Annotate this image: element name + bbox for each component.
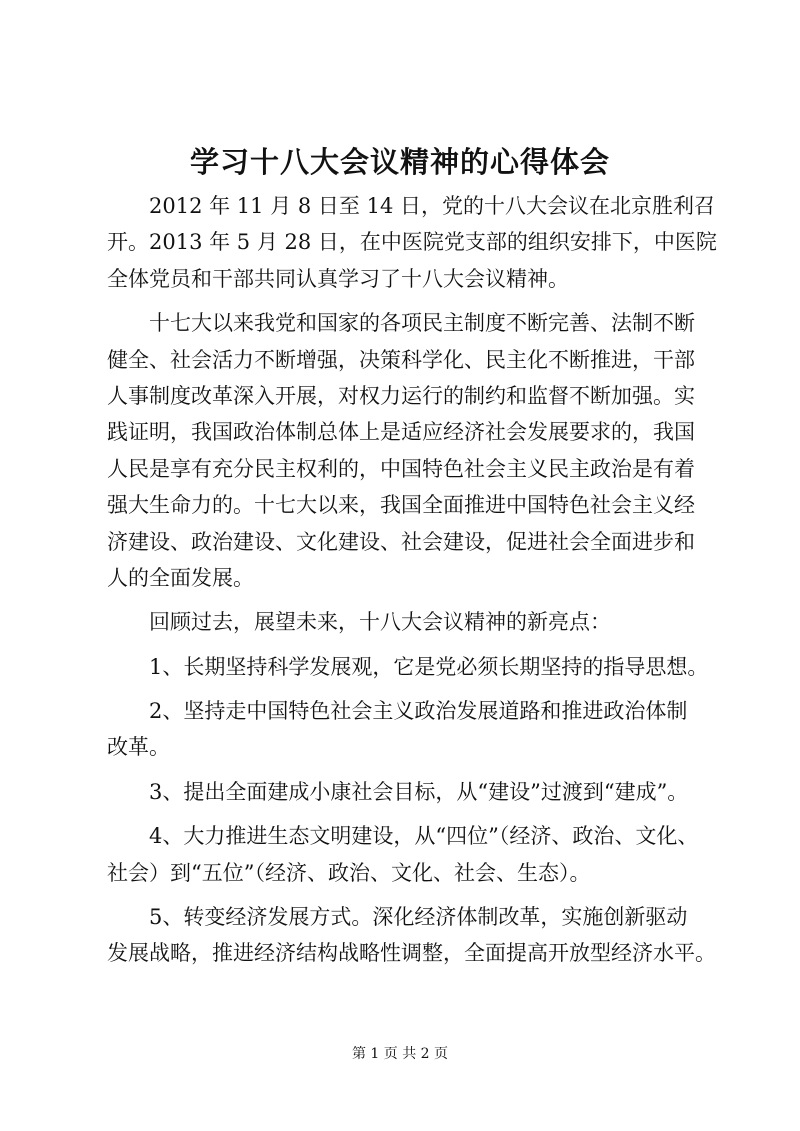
text-line: 回顾过去，展望未来，十八大会议精神的新亮点： bbox=[149, 610, 611, 635]
list-item bbox=[107, 649, 727, 685]
text-line: 发展战略，推进经济结构战略性调整，全面提高开放型经济水平。 bbox=[107, 941, 716, 966]
text-line: 强大生命力的。十七大以来，我国全面推进中国特色社会主义经 bbox=[107, 493, 695, 518]
page-footer: 第 1 页 共 2 页 bbox=[351, 1046, 449, 1062]
list-item bbox=[107, 818, 727, 891]
paragraph bbox=[107, 305, 727, 596]
paragraph bbox=[107, 604, 727, 640]
text-line: 5、转变经济发展方式。深化经济体制改革，实施创新驱动 bbox=[149, 905, 688, 930]
text-line: 全体党员和干部共同认真学习了十八大会议精神。 bbox=[107, 266, 569, 291]
text-line: 社会）到“五位”（经济、政治、文化、社会、生态）。 bbox=[107, 860, 591, 885]
text-line: 开。2013 年 5 月 28 日，在中医院党支部的组织安排下，中医院 bbox=[107, 230, 717, 255]
paragraph bbox=[107, 188, 727, 297]
text-line: 1、长期坚持科学发展观，它是党必须长期坚持的指导思想。 bbox=[149, 654, 709, 679]
text-line: 人民是享有充分民主权利的，中国特色社会主义民主政治是有着 bbox=[107, 456, 695, 481]
text-line: 2、坚持走中国特色社会主义政治发展道路和推进政治体制 bbox=[149, 699, 688, 724]
text-line: 人的全面发展。 bbox=[107, 565, 254, 590]
text-line: 健全、社会活力不断增强，决策科学化、民主化不断推进，干部 bbox=[107, 347, 695, 372]
text-line: 2012 年 11 月 8 日至 14 日，党的十八大会议在北京胜利召 bbox=[149, 194, 715, 218]
text-line: 改革。 bbox=[107, 735, 170, 760]
text-line: 济建设、政治建设、文化建设、社会建设，促进社会全面进步和 bbox=[107, 529, 695, 554]
document-title: 学习十八大会议精神的心得体会 bbox=[189, 145, 610, 179]
text-line: 人事制度改革深入开展，对权力运行的制约和监督不断加强。实 bbox=[107, 383, 695, 408]
document-body bbox=[107, 188, 727, 972]
list-item bbox=[107, 693, 727, 766]
list-item bbox=[107, 899, 727, 972]
text-line: 3、提出全面建成小康社会目标，从“建设”过渡到“建成”。 bbox=[149, 779, 689, 804]
text-line: 十七大以来我党和国家的各项民主制度不断完善、法制不断 bbox=[149, 311, 695, 336]
text-line: 4、大力推进生态文明建设，从“四位”（经济、政治、文化、 bbox=[149, 824, 699, 849]
list-item bbox=[107, 774, 727, 810]
text-line: 践证明，我国政治体制总体上是适应经济社会发展要求的，我国 bbox=[107, 420, 695, 445]
